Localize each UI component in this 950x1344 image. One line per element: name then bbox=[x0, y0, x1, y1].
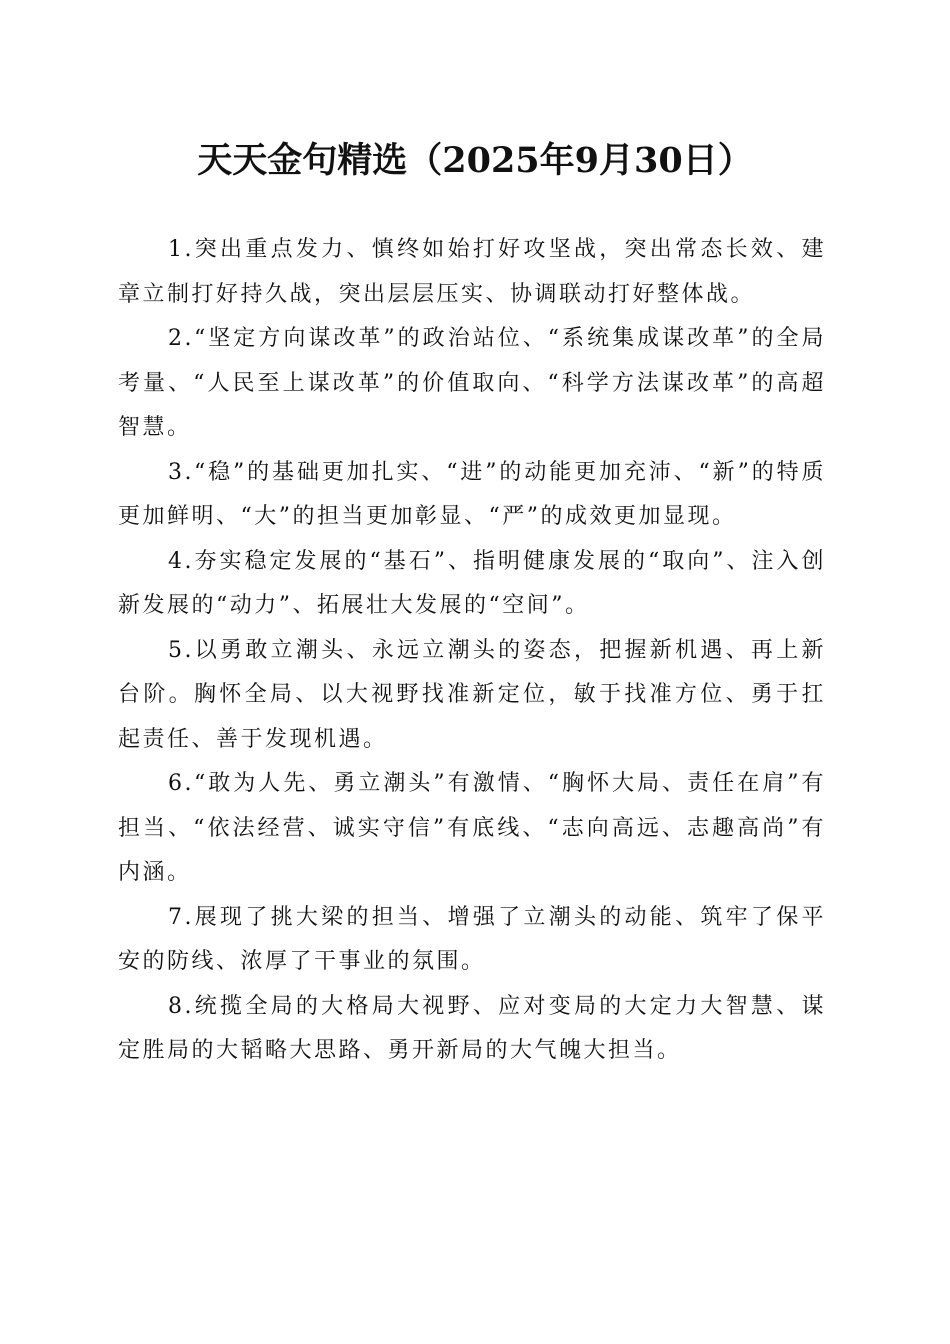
quote-paragraph-1: 1.突出重点发力、慎终如始打好攻坚战，突出常态长效、建章立制打好持久战，突出层层压实、协调联动打好整体战。 bbox=[118, 237, 826, 307]
quote-paragraph-7: 7.展现了挑大梁的担当、增强了立潮头的动能、筑牢了保平安的防线、浓厚了干事业的氛围。 bbox=[118, 904, 826, 974]
quote-paragraph-4: 4.夯实稳定发展的“基石”、指明健康发展的“取向”、注入创新发展的“动力”、拓展壮大发展的“空间”。 bbox=[118, 548, 826, 618]
quote-paragraph-3: 3.“稳”的基础更加扎实、“进”的动能更加充沛、“新”的特质更加鲜明、“大”的担当更加彰显、“严”的成效更加显现。 bbox=[118, 459, 826, 529]
document-title: 天天金句精选（2025年9月30日） bbox=[197, 140, 753, 181]
document-body bbox=[118, 228, 826, 1074]
quote-paragraph-2: 2.“坚定方向谋改革”的政治站位、“系统集成谋改革”的全局考量、“人民至上谋改革”的价值取向、“科学方法谋改革”的高超智慧。 bbox=[118, 326, 826, 440]
quote-paragraph-8: 8.统揽全局的大格局大视野、应对变局的大定力大智慧、谋定胜局的大韬略大思路、勇开新局的大气魄大担当。 bbox=[118, 993, 826, 1063]
quote-paragraph-5: 5.以勇敢立潮头、永远立潮头的姿态，把握新机遇、再上新台阶。胸怀全局、以大视野找准新定位，敏于找准方位、勇于扛起责任、善于发现机遇。 bbox=[118, 637, 826, 752]
quote-paragraph-6: 6.“敢为人先、勇立潮头”有激情、“胸怀大局、责任在肩”有担当、“依法经营、诚实守信”有底线、“志向高远、志趣高尚”有内涵。 bbox=[118, 771, 826, 885]
